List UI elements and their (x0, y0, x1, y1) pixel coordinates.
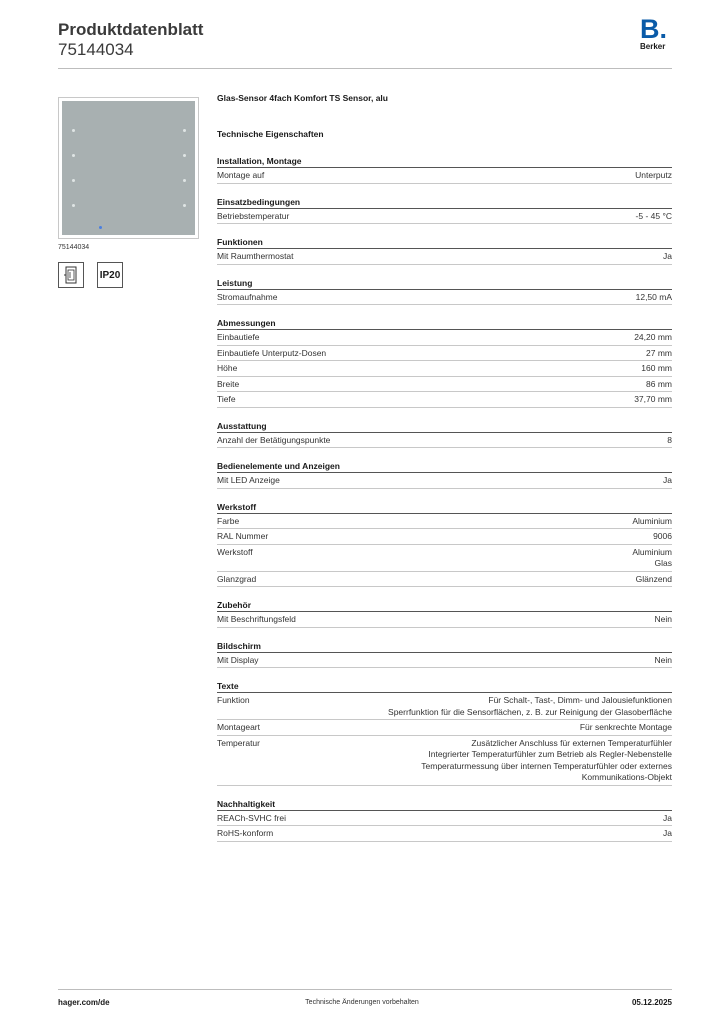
property-row (217, 290, 672, 306)
sensor-point (183, 154, 186, 157)
header-divider (58, 68, 672, 69)
property-groups (217, 156, 672, 842)
property-row (217, 168, 672, 184)
property-value: Ja (663, 812, 672, 823)
property-value: Ja (663, 251, 672, 261)
property-label: Mit LED Anzeige (217, 475, 280, 485)
property-value: Zusätzlicher Anschluss für externen Temperaturfühler Integrierter Temperaturfühler zum Betrieb als Regler-Nebenstelle Temperaturmessung über internen Temperaturfühler oder externes Kommunikations-Objekt (421, 737, 672, 782)
group-title: Zubehör (217, 600, 672, 612)
property-label: Anzahl der Betätigungspunkte (217, 434, 331, 445)
property-row (217, 377, 672, 393)
property-group (217, 237, 672, 265)
sensor-point (183, 204, 186, 207)
property-row (217, 653, 672, 669)
property-label: Glanzgrad (217, 573, 257, 584)
property-row (217, 545, 672, 572)
property-row (217, 346, 672, 362)
property-row (217, 736, 672, 786)
glass-sensor-surface (62, 101, 195, 235)
property-value: 9006 (653, 531, 672, 541)
group-title: Leistung (217, 278, 672, 290)
property-label: Breite (217, 378, 240, 389)
footer-note: Technische Änderungen vorbehalten (305, 999, 419, 1006)
property-label: Höhe (217, 363, 238, 373)
property-group (217, 681, 672, 786)
property-label: Montage auf (217, 170, 265, 180)
property-row (217, 612, 672, 628)
group-title: Texte (217, 681, 672, 693)
property-label: Mit Display (217, 654, 259, 665)
technical-data (217, 93, 672, 842)
property-value: 86 mm (646, 378, 672, 389)
document-header (58, 20, 203, 60)
property-value: Ja (663, 828, 672, 838)
property-label: RoHS-konform (217, 828, 274, 838)
property-group (217, 461, 672, 489)
group-title: Nachhaltigkeit (217, 799, 672, 811)
property-group (217, 278, 672, 306)
property-value: 27 mm (646, 347, 672, 358)
property-row (217, 209, 672, 225)
property-label: Werkstoff (217, 546, 253, 557)
property-group (217, 156, 672, 184)
property-label: Mit Beschriftungsfeld (217, 614, 296, 624)
sensor-point (183, 179, 186, 182)
property-value: Nein (654, 654, 672, 665)
document-title: Produktdatenblatt (58, 20, 204, 39)
sensor-point (72, 179, 75, 182)
property-group (217, 421, 672, 449)
property-label: Montageart (217, 722, 260, 732)
property-row (217, 572, 672, 588)
ip-rating-badge (97, 262, 123, 288)
property-label: Betriebstemperatur (217, 210, 290, 221)
property-value: 24,20 mm (634, 332, 672, 342)
property-label: RAL Nummer (217, 531, 269, 541)
sensor-point (72, 204, 75, 207)
property-value: 160 mm (641, 363, 672, 373)
property-value: Aluminium (632, 515, 672, 526)
logo-letter: B. (640, 14, 667, 44)
property-group (217, 641, 672, 669)
property-label: Temperatur (217, 737, 260, 748)
group-title: Abmessungen (217, 318, 672, 330)
property-value: Ja (663, 475, 672, 485)
property-value: Nein (654, 614, 672, 624)
section-title: Technische Eigenschaften (217, 129, 324, 139)
property-label: REACh-SVHC frei (217, 812, 286, 823)
property-row (217, 433, 672, 449)
logo-brand-text: Berker (640, 42, 666, 51)
property-value: 12,50 mA (635, 291, 672, 302)
article-number: 75144034 (58, 40, 134, 59)
sensor-point (72, 129, 75, 132)
property-row (217, 693, 672, 720)
property-value: -5 - 45 °C (635, 210, 672, 221)
property-group (217, 318, 672, 408)
property-row (217, 514, 672, 530)
property-label: Farbe (217, 515, 240, 526)
property-group (217, 799, 672, 842)
property-row (217, 249, 672, 265)
property-row (217, 720, 672, 736)
property-group (217, 197, 672, 225)
property-row (217, 826, 672, 842)
image-caption: 75144034 (58, 244, 90, 251)
property-value: Für senkrechte Montage (579, 722, 672, 732)
property-group (217, 502, 672, 588)
property-label: Tiefe (217, 394, 236, 404)
property-row (217, 529, 672, 545)
property-value: Aluminium Glas (632, 546, 672, 568)
product-image (58, 97, 199, 239)
property-label: Mit Raumthermostat (217, 251, 294, 261)
property-label: Einbautiefe (217, 332, 260, 342)
group-title: Einsatzbedingungen (217, 197, 672, 209)
property-row (217, 330, 672, 346)
property-row (217, 473, 672, 489)
flush-mounted-switch-icon (58, 262, 84, 288)
led-indicator (99, 226, 102, 229)
property-row (217, 392, 672, 408)
group-title: Funktionen (217, 237, 672, 249)
property-value: Für Schalt-, Tast-, Dimm- und Jalousiefunktionen Sperrfunktion für die Sensorflächen, z. B. zur Reinigung der Glasoberfläche (388, 695, 672, 717)
group-title: Ausstattung (217, 421, 672, 433)
footer-website: hager.com/de (58, 998, 110, 1007)
property-label: Funktion (217, 695, 250, 705)
property-value: Glänzend (635, 573, 672, 584)
footer-divider (58, 989, 672, 990)
group-title: Bildschirm (217, 641, 672, 653)
group-title: Installation, Montage (217, 156, 672, 168)
sensor-point (183, 129, 186, 132)
ip-rating-label: IP20 (99, 269, 121, 281)
group-title: Bedienelemente und Anzeigen (217, 461, 672, 473)
product-name: Glas-Sensor 4fach Komfort TS Sensor, alu (217, 93, 388, 103)
property-row (217, 811, 672, 827)
property-label: Einbautiefe Unterputz-Dosen (217, 347, 327, 358)
sensor-point (72, 154, 75, 157)
footer-date: 05.12.2025 (631, 998, 672, 1007)
property-label: Stromaufnahme (217, 291, 278, 302)
property-value: Unterputz (635, 170, 672, 180)
group-title: Werkstoff (217, 502, 672, 514)
property-group (217, 600, 672, 628)
property-value: 8 (667, 434, 672, 445)
property-row (217, 361, 672, 377)
property-value: 37,70 mm (634, 394, 672, 404)
berker-logo (640, 16, 674, 56)
